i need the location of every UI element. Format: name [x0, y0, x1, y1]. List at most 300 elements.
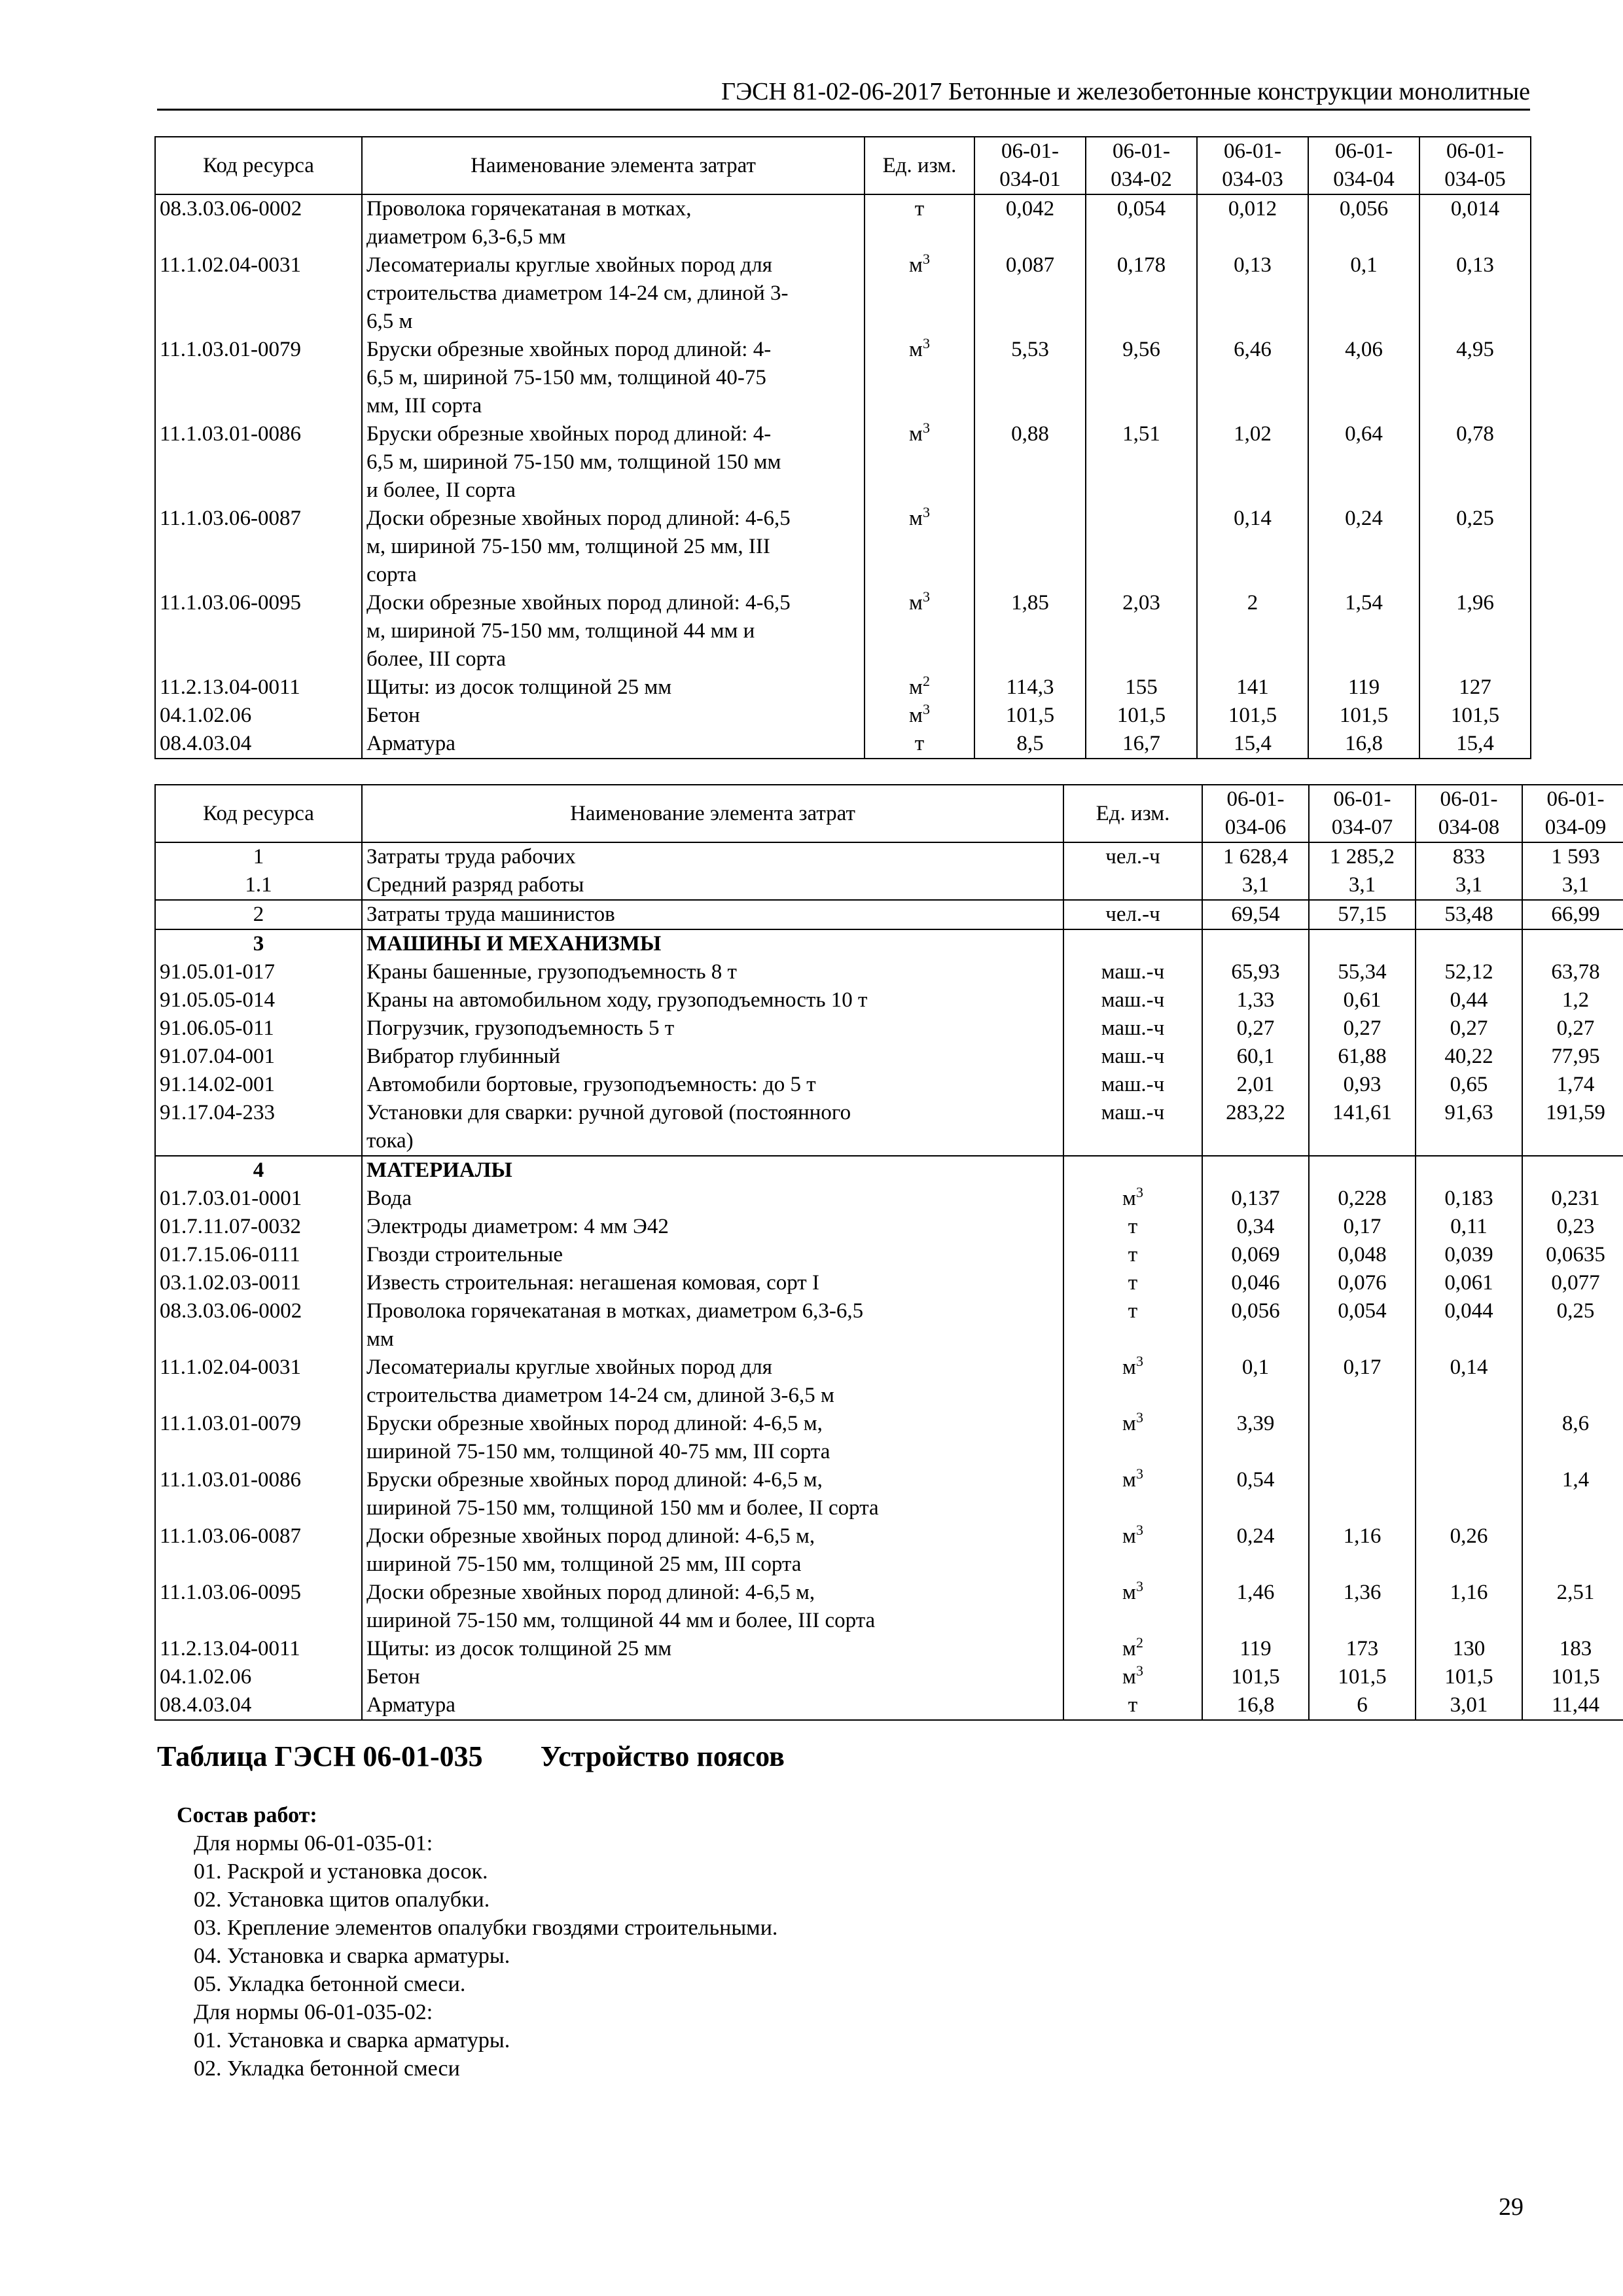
- table-row: [155, 1185, 1623, 1213]
- norm-value: 4,06: [1308, 336, 1419, 420]
- norm-value: 0,054: [1309, 1297, 1416, 1354]
- norm-value: 57,15: [1309, 900, 1416, 929]
- norm-value: 0,24: [1308, 505, 1419, 589]
- works-line: 01. Раскрой и установка досок.: [194, 1859, 488, 1884]
- table-row: [155, 673, 1531, 702]
- resource-table-034-06-09: [154, 784, 1623, 1721]
- column-header: Наименование элемента затрат: [362, 137, 865, 194]
- table-name: Устройство поясов: [540, 1740, 785, 1772]
- norm-value: 6,46: [1197, 336, 1308, 420]
- norm-value: 0,0635: [1522, 1241, 1623, 1269]
- unit-of-measure: чел.-ч: [1063, 900, 1202, 929]
- column-header: 06-01- 034-07: [1309, 785, 1416, 842]
- unit-of-measure: $м^3$: [865, 505, 974, 589]
- norm-value: 1,46: [1202, 1579, 1309, 1635]
- norm-value: 3,39: [1202, 1410, 1309, 1466]
- norm-value: 0,64: [1308, 420, 1419, 505]
- norm-value: 101,5: [1308, 702, 1419, 730]
- table-row: [155, 1043, 1623, 1071]
- unit-of-measure: $м^3$: [1063, 1354, 1202, 1410]
- cost-element-name: Гвозди строительные: [362, 1241, 1063, 1269]
- norm-value: 55,34: [1309, 958, 1416, 986]
- table-row: [155, 194, 1531, 251]
- cost-element-name: Электроды диаметром: 4 мм Э42: [362, 1213, 1063, 1241]
- resource-code: 01.7.11.07-0032: [155, 1213, 362, 1241]
- norm-value: [1309, 929, 1416, 958]
- norm-value: [1309, 1466, 1416, 1522]
- cost-element-name: МАШИНЫ И МЕХАНИЗМЫ: [362, 929, 1063, 958]
- norm-value: [1522, 1156, 1623, 1185]
- norm-value: 0,65: [1416, 1071, 1522, 1099]
- table-row: [155, 1014, 1623, 1043]
- resource-code: 04.1.02.06: [155, 702, 362, 730]
- resource-code: 11.2.13.04-0011: [155, 1635, 362, 1663]
- table-row: [155, 1354, 1623, 1410]
- resource-code: 11.1.03.01-0079: [155, 1410, 362, 1466]
- resource-code: 01.7.03.01-0001: [155, 1185, 362, 1213]
- norm-value: 1,16: [1309, 1522, 1416, 1579]
- resource-code: 08.4.03.04: [155, 730, 362, 759]
- resource-code: 01.7.15.06-0111: [155, 1241, 362, 1269]
- table-row: [155, 1663, 1623, 1691]
- norm-value: 16,7: [1086, 730, 1197, 759]
- cost-element-name: Затраты труда машинистов: [362, 900, 1063, 929]
- norm-value: [1086, 505, 1197, 589]
- resource-code: 11.1.02.04-0031: [155, 251, 362, 336]
- norm-value: 2,51: [1522, 1579, 1623, 1635]
- norm-value: 833: [1416, 842, 1522, 871]
- norm-value: 0,039: [1416, 1241, 1522, 1269]
- norm-value: 16,8: [1308, 730, 1419, 759]
- norm-value: 3,1: [1202, 871, 1309, 900]
- column-header: 06-01- 034-04: [1308, 137, 1419, 194]
- norm-value: 0,61: [1309, 986, 1416, 1014]
- norm-value: 0,056: [1202, 1297, 1309, 1354]
- norm-value: 101,5: [1202, 1663, 1309, 1691]
- table-row: [155, 986, 1623, 1014]
- norm-value: [1416, 1156, 1522, 1185]
- norm-value: 8,5: [974, 730, 1086, 759]
- norm-value: [1309, 1410, 1416, 1466]
- unit-of-measure: $м^3$: [1063, 1185, 1202, 1213]
- norm-value: 0,077: [1522, 1269, 1623, 1297]
- column-header: 06-01- 034-01: [974, 137, 1086, 194]
- norm-value: [1202, 929, 1309, 958]
- norm-value: 0,54: [1202, 1466, 1309, 1522]
- cost-element-name: Щиты: из досок толщиной 25 мм: [362, 1635, 1063, 1663]
- norm-value: 283,22: [1202, 1099, 1309, 1156]
- norm-value: 0,23: [1522, 1213, 1623, 1241]
- resource-code: 1.1: [155, 871, 362, 900]
- cost-element-name: Бетон: [362, 1663, 1063, 1691]
- norm-value: 60,1: [1202, 1043, 1309, 1071]
- norm-value: 0,27: [1522, 1014, 1623, 1043]
- resource-code: 91.06.05-011: [155, 1014, 362, 1043]
- norm-value: 141,61: [1309, 1099, 1416, 1156]
- norm-value: 0,014: [1419, 194, 1531, 251]
- works-line: 03. Крепление элементов опалубки гвоздями строительными.: [194, 1916, 778, 1940]
- norm-value: 0,046: [1202, 1269, 1309, 1297]
- unit-of-measure: $м^3$: [1063, 1522, 1202, 1579]
- norm-value: 0,24: [1202, 1522, 1309, 1579]
- norm-value: 141: [1197, 673, 1308, 702]
- norm-value: 127: [1419, 673, 1531, 702]
- norm-value: 130: [1416, 1635, 1522, 1663]
- norm-value: 11,44: [1522, 1691, 1623, 1720]
- cost-element-name: Бруски обрезные хвойных пород длиной: 4-6,5 м, шириной 75-150 мм, толщиной 40-75 мм, III сорта: [362, 1410, 1063, 1466]
- unit-of-measure: $м^3$: [865, 336, 974, 420]
- works-line: 02. Укладка бетонной смеси: [194, 2056, 460, 2081]
- works-list: [177, 1801, 777, 2083]
- column-header: 06-01- 034-03: [1197, 137, 1308, 194]
- resource-code: 11.1.02.04-0031: [155, 1354, 362, 1410]
- norm-value: 91,63: [1416, 1099, 1522, 1156]
- cost-element-name: Бруски обрезные хвойных пород длиной: 4- 6,5 м, шириной 75-150 мм, толщиной 150 мм и более, II сорта: [362, 420, 865, 505]
- norm-value: 0,17: [1309, 1354, 1416, 1410]
- unit-of-measure: $м^3$: [865, 251, 974, 336]
- unit-of-measure: маш.-ч: [1063, 958, 1202, 986]
- resource-code: 08.3.03.06-0002: [155, 1297, 362, 1354]
- column-header: Код ресурса: [155, 785, 362, 842]
- norm-value: 0,137: [1202, 1185, 1309, 1213]
- norm-value: 53,48: [1416, 900, 1522, 929]
- resource-code: 11.1.03.06-0087: [155, 505, 362, 589]
- cost-element-name: Вибратор глубинный: [362, 1043, 1063, 1071]
- cost-element-name: Лесоматериалы круглые хвойных пород для строительства диаметром 14-24 см, длиной 3- 6,5 м: [362, 251, 865, 336]
- norm-value: 0,228: [1309, 1185, 1416, 1213]
- unit-of-measure: т: [1063, 1241, 1202, 1269]
- unit-of-measure: т: [1063, 1269, 1202, 1297]
- table-row: [155, 1466, 1623, 1522]
- norm-value: 173: [1309, 1635, 1416, 1663]
- table-row: [155, 900, 1623, 929]
- table-row: [155, 1579, 1623, 1635]
- cost-element-name: Лесоматериалы круглые хвойных пород для строительства диаметром 14-24 см, длиной 3-6,5 м: [362, 1354, 1063, 1410]
- resource-code: 91.07.04-001: [155, 1043, 362, 1071]
- norm-value: [1309, 1156, 1416, 1185]
- unit-of-measure: т: [865, 194, 974, 251]
- norm-value: 1,85: [974, 589, 1086, 673]
- table-row: [155, 958, 1623, 986]
- norm-value: 1,51: [1086, 420, 1197, 505]
- norm-value: 1,54: [1308, 589, 1419, 673]
- norm-value: [1416, 1466, 1522, 1522]
- works-line: Для нормы 06-01-035-01:: [194, 1831, 433, 1856]
- norm-value: 1,74: [1522, 1071, 1623, 1099]
- unit-of-measure: $м^2$: [865, 673, 974, 702]
- cost-element-name: Бетон: [362, 702, 865, 730]
- works-heading: Состав работ:: [177, 1803, 317, 1827]
- section-title: [157, 1740, 785, 1773]
- unit-of-measure: $м^3$: [865, 589, 974, 673]
- cost-element-name: Краны на автомобильном ходу, грузоподъемность 10 т: [362, 986, 1063, 1014]
- norm-value: 4,95: [1419, 336, 1531, 420]
- norm-value: 0,231: [1522, 1185, 1623, 1213]
- table-row: [155, 842, 1623, 871]
- norm-value: 3,01: [1416, 1691, 1522, 1720]
- unit-of-measure: $м^3$: [1063, 1663, 1202, 1691]
- cost-element-name: Краны башенные, грузоподъемность 8 т: [362, 958, 1063, 986]
- norm-value: 0,25: [1419, 505, 1531, 589]
- norm-value: 1,36: [1309, 1579, 1416, 1635]
- unit-of-measure: маш.-ч: [1063, 1043, 1202, 1071]
- cost-element-name: Проволока горячекатаная в мотках, диаметром 6,3-6,5 мм: [362, 1297, 1063, 1354]
- cost-element-name: Доски обрезные хвойных пород длиной: 4-6,5 м, шириной 75-150 мм, толщиной 25 мм, III сорта: [362, 1522, 1063, 1579]
- unit-of-measure: $м^3$: [1063, 1579, 1202, 1635]
- resource-code: 91.05.05-014: [155, 986, 362, 1014]
- norm-value: 0,25: [1522, 1297, 1623, 1354]
- norm-value: [1202, 1156, 1309, 1185]
- norm-value: 0,076: [1309, 1269, 1416, 1297]
- norm-value: 101,5: [1416, 1663, 1522, 1691]
- norm-value: 6: [1309, 1691, 1416, 1720]
- norm-value: 3,1: [1416, 871, 1522, 900]
- norm-value: 0,78: [1419, 420, 1531, 505]
- norm-value: 5,53: [974, 336, 1086, 420]
- column-header: 06-01- 034-06: [1202, 785, 1309, 842]
- table-row: [155, 1269, 1623, 1297]
- norm-value: 114,3: [974, 673, 1086, 702]
- norm-value: 0,069: [1202, 1241, 1309, 1269]
- cost-element-name: Доски обрезные хвойных пород длиной: 4-6,5 м, шириной 75-150 мм, толщиной 44 мм и более, III сорта: [362, 1579, 1063, 1635]
- norm-value: 2,03: [1086, 589, 1197, 673]
- table-row: [155, 1099, 1623, 1156]
- table-row: [155, 929, 1623, 958]
- norm-value: [974, 505, 1086, 589]
- norm-value: 119: [1308, 673, 1419, 702]
- unit-of-measure: маш.-ч: [1063, 1014, 1202, 1043]
- unit-of-measure: $м^3$: [865, 702, 974, 730]
- table-row: [155, 1691, 1623, 1720]
- norm-value: 101,5: [1309, 1663, 1416, 1691]
- norm-value: 101,5: [1419, 702, 1531, 730]
- norm-value: 52,12: [1416, 958, 1522, 986]
- resource-code: 04.1.02.06: [155, 1663, 362, 1691]
- norm-value: 0,054: [1086, 194, 1197, 251]
- cost-element-name: Арматура: [362, 1691, 1063, 1720]
- norm-value: [1522, 1354, 1623, 1410]
- norm-value: 0,13: [1197, 251, 1308, 336]
- norm-value: 0,11: [1416, 1213, 1522, 1241]
- norm-value: 65,93: [1202, 958, 1309, 986]
- norm-value: 101,5: [1197, 702, 1308, 730]
- column-header: Наименование элемента затрат: [362, 785, 1063, 842]
- resource-code: 11.1.03.06-0095: [155, 1579, 362, 1635]
- norm-value: 1,2: [1522, 986, 1623, 1014]
- resource-code: 03.1.02.03-0011: [155, 1269, 362, 1297]
- norm-value: 0,27: [1202, 1014, 1309, 1043]
- norm-value: 0,087: [974, 251, 1086, 336]
- norm-value: 0,93: [1309, 1071, 1416, 1099]
- resource-code: 91.05.01-017: [155, 958, 362, 986]
- norm-value: 183: [1522, 1635, 1623, 1663]
- norm-value: [1416, 1410, 1522, 1466]
- norm-value: 63,78: [1522, 958, 1623, 986]
- norm-value: [1522, 929, 1623, 958]
- unit-of-measure: т: [1063, 1297, 1202, 1354]
- resource-code: 08.3.03.06-0002: [155, 194, 362, 251]
- unit-of-measure: $м^3$: [1063, 1466, 1202, 1522]
- unit-of-measure: [1063, 1156, 1202, 1185]
- norm-value: 15,4: [1419, 730, 1531, 759]
- norm-value: 16,8: [1202, 1691, 1309, 1720]
- norm-value: 0,14: [1197, 505, 1308, 589]
- norm-value: 191,59: [1522, 1099, 1623, 1156]
- resource-code: 4: [155, 1156, 362, 1185]
- cost-element-name: МАТЕРИАЛЫ: [362, 1156, 1063, 1185]
- works-line: 04. Установка и сварка арматуры.: [194, 1944, 510, 1968]
- table-row: [155, 871, 1623, 900]
- cost-element-name: Установки для сварки: ручной дуговой (постоянного тока): [362, 1099, 1063, 1156]
- norm-value: 0,061: [1416, 1269, 1522, 1297]
- resource-code: 11.1.03.06-0095: [155, 589, 362, 673]
- unit-of-measure: $м^2$: [1063, 1635, 1202, 1663]
- unit-of-measure: $м^3$: [1063, 1410, 1202, 1466]
- norm-value: 77,95: [1522, 1043, 1623, 1071]
- cost-element-name: Щиты: из досок толщиной 25 мм: [362, 673, 865, 702]
- table-row: [155, 702, 1531, 730]
- table-row: [155, 1241, 1623, 1269]
- norm-value: 0,88: [974, 420, 1086, 505]
- resource-code: 1: [155, 842, 362, 871]
- norm-value: 69,54: [1202, 900, 1309, 929]
- norm-value: 2,01: [1202, 1071, 1309, 1099]
- table-row: [155, 1156, 1623, 1185]
- table-row: [155, 589, 1531, 673]
- norm-value: 0,27: [1416, 1014, 1522, 1043]
- norm-value: 155: [1086, 673, 1197, 702]
- column-header: Код ресурса: [155, 137, 362, 194]
- norm-value: 1,33: [1202, 986, 1309, 1014]
- norm-value: 8,6: [1522, 1410, 1623, 1466]
- table-row: [155, 251, 1531, 336]
- works-line: 01. Установка и сварка арматуры.: [194, 2028, 510, 2053]
- resource-code: 11.1.03.06-0087: [155, 1522, 362, 1579]
- unit-of-measure: [1063, 929, 1202, 958]
- norm-value: 0,1: [1202, 1354, 1309, 1410]
- norm-value: 61,88: [1309, 1043, 1416, 1071]
- norm-value: 0,14: [1416, 1354, 1522, 1410]
- cost-element-name: Проволока горячекатаная в мотках, диаметром 6,3-6,5 мм: [362, 194, 865, 251]
- norm-value: 0,012: [1197, 194, 1308, 251]
- unit-of-measure: т: [865, 730, 974, 759]
- resource-code: 91.14.02-001: [155, 1071, 362, 1099]
- cost-element-name: Бруски обрезные хвойных пород длиной: 4-6,5 м, шириной 75-150 мм, толщиной 150 мм и более, II сорта: [362, 1466, 1063, 1522]
- column-header: Ед. изм.: [1063, 785, 1202, 842]
- cost-element-name: Затраты труда рабочих: [362, 842, 1063, 871]
- table-label: Таблица ГЭСН 06-01-035: [157, 1740, 483, 1772]
- unit-of-measure: маш.-ч: [1063, 1071, 1202, 1099]
- norm-value: 1 593: [1522, 842, 1623, 871]
- works-line: Для нормы 06-01-035-02:: [194, 2000, 433, 2024]
- table-row: [155, 1297, 1623, 1354]
- resource-table-034-01-05: [154, 136, 1531, 759]
- norm-value: 0,17: [1309, 1213, 1416, 1241]
- table-row: [155, 420, 1531, 505]
- norm-value: 0,048: [1309, 1241, 1416, 1269]
- norm-value: 0,178: [1086, 251, 1197, 336]
- norm-value: 0,44: [1416, 986, 1522, 1014]
- norm-value: [1522, 1522, 1623, 1579]
- norm-value: 0,183: [1416, 1185, 1522, 1213]
- resource-code: 2: [155, 900, 362, 929]
- resource-code: 11.1.03.01-0086: [155, 1466, 362, 1522]
- resource-code: 91.17.04-233: [155, 1099, 362, 1156]
- table-row: [155, 505, 1531, 589]
- norm-value: 9,56: [1086, 336, 1197, 420]
- norm-value: 0,056: [1308, 194, 1419, 251]
- resource-code: 11.1.03.01-0079: [155, 336, 362, 420]
- norm-value: 0,26: [1416, 1522, 1522, 1579]
- norm-value: 1 285,2: [1309, 842, 1416, 871]
- table-row: [155, 1522, 1623, 1579]
- table-row: [155, 1071, 1623, 1099]
- norm-value: 3,1: [1309, 871, 1416, 900]
- norm-value: 1,16: [1416, 1579, 1522, 1635]
- works-line: 05. Укладка бетонной смеси.: [194, 1972, 466, 1996]
- resource-code: 11.2.13.04-0011: [155, 673, 362, 702]
- norm-value: 15,4: [1197, 730, 1308, 759]
- page-number: 29: [1499, 2193, 1524, 2221]
- norm-value: 0,13: [1419, 251, 1531, 336]
- norm-value: 119: [1202, 1635, 1309, 1663]
- cost-element-name: Известь строительная: негашеная комовая, сорт I: [362, 1269, 1063, 1297]
- works-line: 02. Установка щитов опалубки.: [194, 1888, 490, 1912]
- norm-value: 101,5: [1522, 1663, 1623, 1691]
- cost-element-name: Вода: [362, 1185, 1063, 1213]
- unit-of-measure: т: [1063, 1691, 1202, 1720]
- unit-of-measure: маш.-ч: [1063, 1099, 1202, 1156]
- unit-of-measure: [1063, 871, 1202, 900]
- cost-element-name: Арматура: [362, 730, 865, 759]
- cost-element-name: Доски обрезные хвойных пород длиной: 4-6,5 м, шириной 75-150 мм, толщиной 44 мм и более, III сорта: [362, 589, 865, 673]
- norm-value: 2: [1197, 589, 1308, 673]
- table-row: [155, 1213, 1623, 1241]
- norm-value: 0,1: [1308, 251, 1419, 336]
- table-row: [155, 1635, 1623, 1663]
- norm-value: 66,99: [1522, 900, 1623, 929]
- resource-code: 3: [155, 929, 362, 958]
- norm-value: 40,22: [1416, 1043, 1522, 1071]
- norm-value: 0,27: [1309, 1014, 1416, 1043]
- norm-value: 1,02: [1197, 420, 1308, 505]
- norm-value: 0,044: [1416, 1297, 1522, 1354]
- norm-value: 101,5: [974, 702, 1086, 730]
- cost-element-name: Доски обрезные хвойных пород длиной: 4-6,5 м, шириной 75-150 мм, толщиной 25 мм, III сорта: [362, 505, 865, 589]
- norm-value: 0,042: [974, 194, 1086, 251]
- table-row: [155, 336, 1531, 420]
- cost-element-name: Бруски обрезные хвойных пород длиной: 4- 6,5 м, шириной 75-150 мм, толщиной 40-75 мм, III сорта: [362, 336, 865, 420]
- running-header: ГЭСН 81-02-06-2017 Бетонные и железобетонные конструкции монолитные: [157, 76, 1530, 111]
- norm-value: 3,1: [1522, 871, 1623, 900]
- unit-of-measure: т: [1063, 1213, 1202, 1241]
- table-row: [155, 730, 1531, 759]
- resource-code: 11.1.03.01-0086: [155, 420, 362, 505]
- norm-value: 1 628,4: [1202, 842, 1309, 871]
- unit-of-measure: маш.-ч: [1063, 986, 1202, 1014]
- unit-of-measure: чел.-ч: [1063, 842, 1202, 871]
- column-header: 06-01- 034-05: [1419, 137, 1531, 194]
- table-row: [155, 1410, 1623, 1466]
- norm-value: 0,34: [1202, 1213, 1309, 1241]
- resource-code: 08.4.03.04: [155, 1691, 362, 1720]
- column-header: Ед. изм.: [865, 137, 974, 194]
- norm-value: 1,4: [1522, 1466, 1623, 1522]
- norm-value: [1416, 929, 1522, 958]
- norm-value: 101,5: [1086, 702, 1197, 730]
- cost-element-name: Средний разряд работы: [362, 871, 1063, 900]
- cost-element-name: Автомобили бортовые, грузоподъемность: до 5 т: [362, 1071, 1063, 1099]
